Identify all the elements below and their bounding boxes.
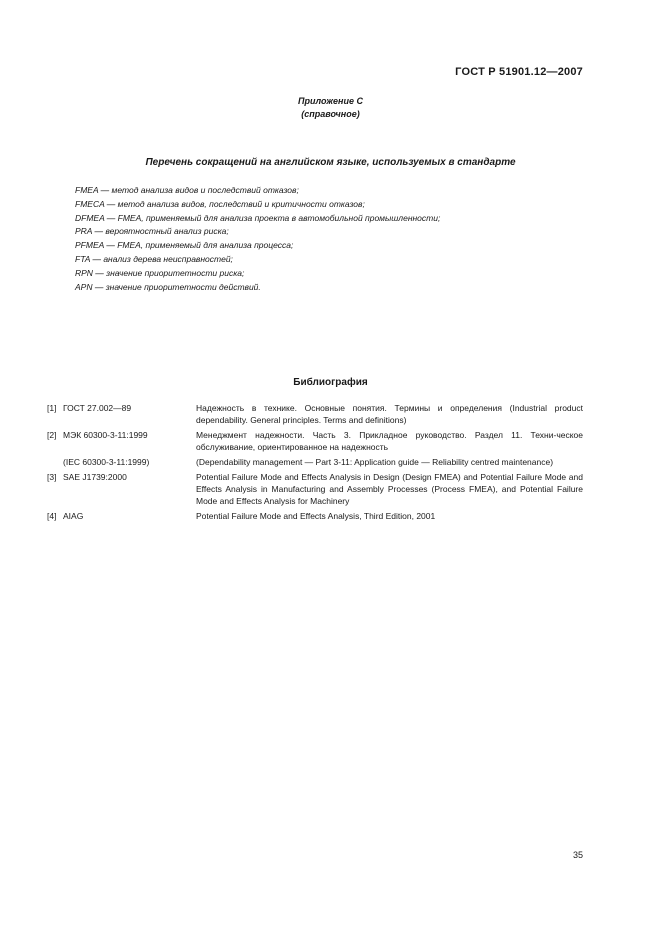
abbreviation-item: FMEA — метод анализа видов и последствий отказов; [75, 185, 299, 195]
entry-description: Надежность в технике. Основные понятия. Термины и определения (Industrial product dependability. General principles. Terms and definitions) [196, 403, 583, 425]
entry-description: Potential Failure Mode and Effects Analysis in Design (Design FMEA) and Potential Failure Mode and Effects Analysis in Manufacturing and Assembly Processes (Process FMEA), and Potential Failure Mode and Effects Analysis for Machinery [196, 472, 583, 506]
abbreviation-item: FMECA — метод анализа видов, последствий и критичности отказов; [75, 198, 365, 209]
abbreviations-heading: Перечень сокращений на английском языке, используемых в стандарте [145, 157, 516, 168]
abbreviation-item: PRA — вероятностный анализ риска; [75, 226, 229, 237]
entry-number: [4] [47, 511, 57, 521]
entry-reference: SAE J1739:2000 [63, 472, 127, 482]
entry-number: [1] [47, 403, 57, 413]
bibliography-entry [47, 456, 583, 468]
abbreviations-list [75, 184, 440, 294]
entry-description: Potential Failure Mode and Effects Analysis, Third Edition, 2001 [196, 511, 436, 521]
bibliography-entry [47, 510, 583, 522]
entry-reference: AIAG [63, 511, 84, 521]
entry-number: [3] [47, 472, 57, 482]
bibliography-entry [47, 429, 583, 453]
entry-number: [2] [47, 430, 57, 440]
bibliography-heading: Библиография [293, 377, 368, 388]
abbreviation-item: DFMEA — FMEA, применяемый для анализа проекта в автомобильной промышленности; [75, 212, 441, 223]
entry-description: (Dependability management — Part 3-11: Application guide — Reliability centred maintenance) [196, 457, 554, 467]
page-number: 35 [572, 850, 583, 860]
abbreviation-item: APN — значение приоритетности действий. [75, 281, 261, 292]
entry-reference: ГОСТ 27.002—89 [63, 403, 132, 413]
abbreviation-item: FTA — анализ дерева неисправностей; [75, 253, 233, 264]
annex-title: Приложение С [298, 96, 363, 106]
abbreviation-item: RPN — значение приоритетности риска; [75, 267, 245, 278]
entry-number [47, 456, 63, 468]
entry-reference: МЭК 60300-3-11:1999 [63, 430, 148, 440]
bibliography-entry [47, 471, 583, 507]
bibliography-entry [47, 402, 583, 426]
annex-subtitle: (справочное) [301, 109, 360, 119]
bibliography-list [47, 402, 583, 525]
abbreviation-item: PFMEA — FMEA, применяемый для анализа процесса; [75, 240, 294, 251]
entry-reference: (IEC 60300-3-11:1999) [63, 457, 150, 467]
entry-description: Менеджмент надежности. Часть 3. Прикладное руководство. Раздел 11. Техни-ческое обслуживание, ориентированное на надежность [196, 430, 583, 452]
standard-number: ГОСТ Р 51901.12—2007 [455, 66, 583, 78]
